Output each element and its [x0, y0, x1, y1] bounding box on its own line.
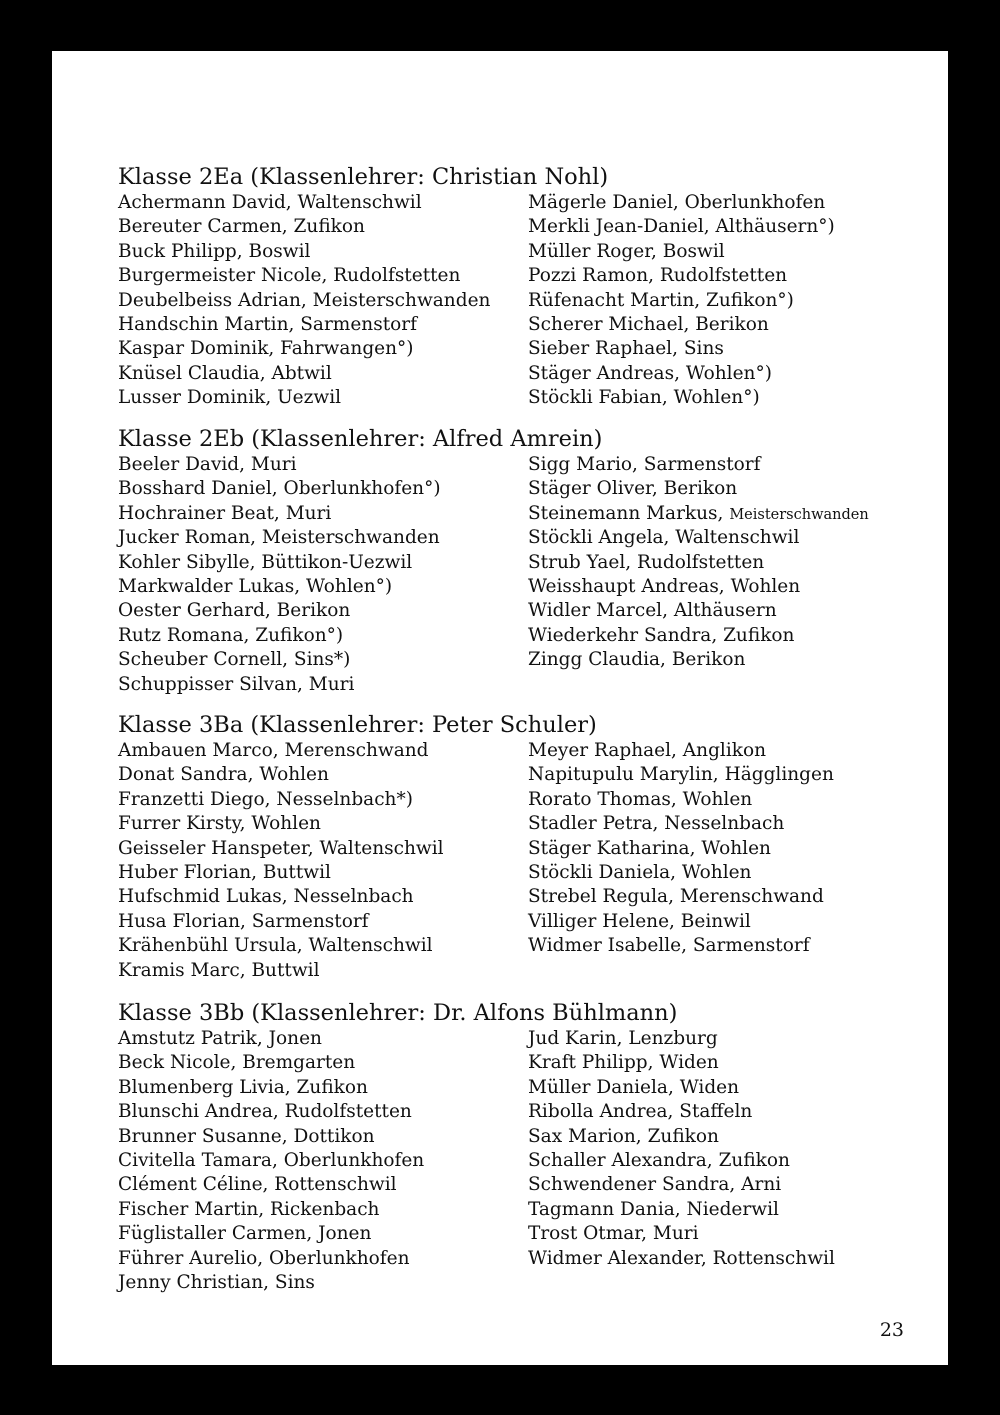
student-list-right [528, 191, 918, 411]
student-entry: Weisshaupt Andreas, Wohlen [528, 575, 801, 597]
student-list-left [118, 191, 528, 411]
student-entry: Husa Florian, Sarmenstorf [118, 910, 369, 932]
student-entry: Trost Otmar, Muri [528, 1223, 699, 1245]
student-entry: Villiger Helene, Beinwil [528, 910, 751, 932]
student-entry: Ribolla Andrea, Staffeln [528, 1101, 753, 1123]
student-entry: Huber Florian, Buttwil [118, 861, 331, 883]
student-entry: Schaller Alexandra, Zufikon [528, 1149, 790, 1171]
class-section-3bb [118, 999, 918, 1295]
student-columns [118, 1027, 918, 1295]
student-entry: Beeler David, Muri [118, 454, 297, 475]
student-columns [118, 191, 918, 411]
student-name: Steinemann Markus, [528, 502, 724, 524]
student-entry: Burgermeister Nicole, Rudolfstetten [118, 265, 461, 287]
student-entry: Jud Karin, Lenzburg [528, 1028, 718, 1049]
student-list-right [528, 739, 918, 983]
class-heading: Klasse 2Ea (Klassenlehrer: Christian Nohl) [118, 164, 609, 190]
student-entry: Stadler Petra, Nesselnbach [528, 813, 785, 835]
student-list-left [118, 1027, 528, 1295]
student-entry: Stäger Katharina, Wohlen [528, 837, 771, 859]
student-entry: Franzetti Diego, Nesselnbach*) [118, 788, 413, 810]
document-page [52, 51, 948, 1365]
student-entry: Meyer Raphael, Anglikon [528, 740, 767, 761]
class-heading: Klasse 2Eb (Klassenlehrer: Alfred Amrein) [118, 426, 603, 452]
student-entry: Widmer Isabelle, Sarmenstorf [528, 935, 810, 957]
student-entry: Kohler Sibylle, Büttikon-Uezwil [118, 551, 413, 573]
student-entry: Tagmann Dania, Niederwil [528, 1198, 779, 1220]
student-list-right [528, 1027, 918, 1295]
student-entry: Kramis Marc, Buttwil [118, 959, 320, 981]
student-entry: Hufschmid Lukas, Nesselnbach [118, 886, 414, 908]
student-entry [528, 502, 918, 526]
student-entry: Strub Yael, Rudolfstetten [528, 551, 765, 573]
class-heading: Klasse 3Ba (Klassenlehrer: Peter Schuler) [118, 712, 597, 738]
student-entry: Jenny Christian, Sins [118, 1271, 315, 1293]
class-section-2eb [118, 425, 918, 697]
student-entry: Deubelbeiss Adrian, Meisterschwanden [118, 289, 491, 311]
student-entry: Handschin Martin, Sarmenstorf [118, 313, 417, 335]
student-list-right [528, 453, 918, 697]
student-entry: Markwalder Lukas, Wohlen°) [118, 575, 393, 597]
student-entry: Achermann David, Waltenschwil [118, 192, 422, 213]
student-entry: Beck Nicole, Bremgarten [118, 1052, 356, 1074]
student-entry: Sax Marion, Zufikon [528, 1125, 719, 1147]
page-number: 23 [879, 1319, 904, 1341]
student-entry: Sigg Mario, Sarmenstorf [528, 454, 761, 475]
student-entry: Schwendener Sandra, Arni [528, 1174, 782, 1196]
student-entry: Kaspar Dominik, Fahrwangen°) [118, 338, 414, 360]
student-entry: Lusser Dominik, Uezwil [118, 387, 342, 409]
student-entry: Strebel Regula, Merenschwand [528, 886, 824, 908]
student-entry: Bosshard Daniel, Oberlunkhofen°) [118, 478, 441, 500]
student-entry: Fischer Martin, Rickenbach [118, 1198, 380, 1220]
class-heading: Klasse 3Bb (Klassenlehrer: Dr. Alfons Bühlmann) [118, 1000, 678, 1026]
student-entry: Hochrainer Beat, Muri [118, 502, 332, 524]
student-entry: Knüsel Claudia, Abtwil [118, 362, 332, 384]
student-entry: Zingg Claudia, Berikon [528, 649, 746, 671]
student-entry: Stöckli Daniela, Wohlen [528, 861, 752, 883]
student-entry: Mägerle Daniel, Oberlunkhofen [528, 192, 826, 213]
student-entry: Stäger Oliver, Berikon [528, 478, 738, 500]
student-entry: Merkli Jean-Daniel, Althäusern°) [528, 216, 835, 238]
student-entry: Blunschi Andrea, Rudolfstetten [118, 1101, 412, 1123]
student-entry: Rüfenacht Martin, Zufikon°) [528, 289, 794, 311]
student-entry: Stöckli Fabian, Wohlen°) [528, 387, 760, 409]
student-entry: Sieber Raphael, Sins [528, 338, 724, 360]
student-columns [118, 739, 918, 983]
class-section-2ea [118, 163, 918, 411]
student-entry: Stäger Andreas, Wohlen°) [528, 362, 772, 384]
student-entry: Geisseler Hanspeter, Waltenschwil [118, 837, 444, 859]
student-entry: Buck Philipp, Boswil [118, 240, 311, 262]
student-list-left [118, 739, 528, 983]
student-entry: Kraft Philipp, Widen [528, 1052, 719, 1074]
student-entry: Schuppisser Silvan, Muri [118, 673, 355, 695]
student-entry: Oester Gerhard, Berikon [118, 600, 351, 622]
student-list-left [118, 453, 528, 697]
student-entry: Furrer Kirsty, Wohlen [118, 813, 321, 835]
student-entry: Scherer Michael, Berikon [528, 313, 769, 335]
student-entry: Civitella Tamara, Oberlunkhofen [118, 1149, 425, 1171]
student-entry: Widler Marcel, Althäusern [528, 600, 777, 622]
student-entry: Amstutz Patrik, Jonen [118, 1028, 322, 1049]
student-entry: Ambauen Marco, Merenschwand [118, 740, 429, 761]
student-entry: Scheuber Cornell, Sins*) [118, 649, 351, 671]
student-entry: Widmer Alexander, Rottenschwil [528, 1247, 835, 1269]
student-entry: Bereuter Carmen, Zufikon [118, 216, 365, 238]
student-entry: Donat Sandra, Wohlen [118, 764, 329, 786]
student-columns [118, 453, 918, 697]
student-entry: Füglistaller Carmen, Jonen [118, 1223, 372, 1245]
student-entry: Stöckli Angela, Waltenschwil [528, 527, 800, 549]
student-entry: Führer Aurelio, Oberlunkhofen [118, 1247, 410, 1269]
student-entry: Blumenberg Livia, Zufikon [118, 1076, 368, 1098]
student-entry: Brunner Susanne, Dottikon [118, 1125, 375, 1147]
student-town-small: Meisterschwanden [729, 506, 869, 523]
student-entry: Krähenbühl Ursula, Waltenschwil [118, 935, 433, 957]
student-entry: Wiederkehr Sandra, Zufikon [528, 624, 795, 646]
student-entry: Rorato Thomas, Wohlen [528, 788, 753, 810]
student-entry: Müller Roger, Boswil [528, 240, 725, 262]
student-entry: Müller Daniela, Widen [528, 1076, 740, 1098]
student-entry: Napitupulu Marylin, Hägglingen [528, 764, 834, 786]
student-entry: Jucker Roman, Meisterschwanden [118, 527, 440, 549]
student-entry: Clément Céline, Rottenschwil [118, 1174, 397, 1196]
student-entry: Rutz Romana, Zufikon°) [118, 624, 344, 646]
student-entry: Pozzi Ramon, Rudolfstetten [528, 265, 788, 287]
class-section-3ba [118, 711, 918, 983]
